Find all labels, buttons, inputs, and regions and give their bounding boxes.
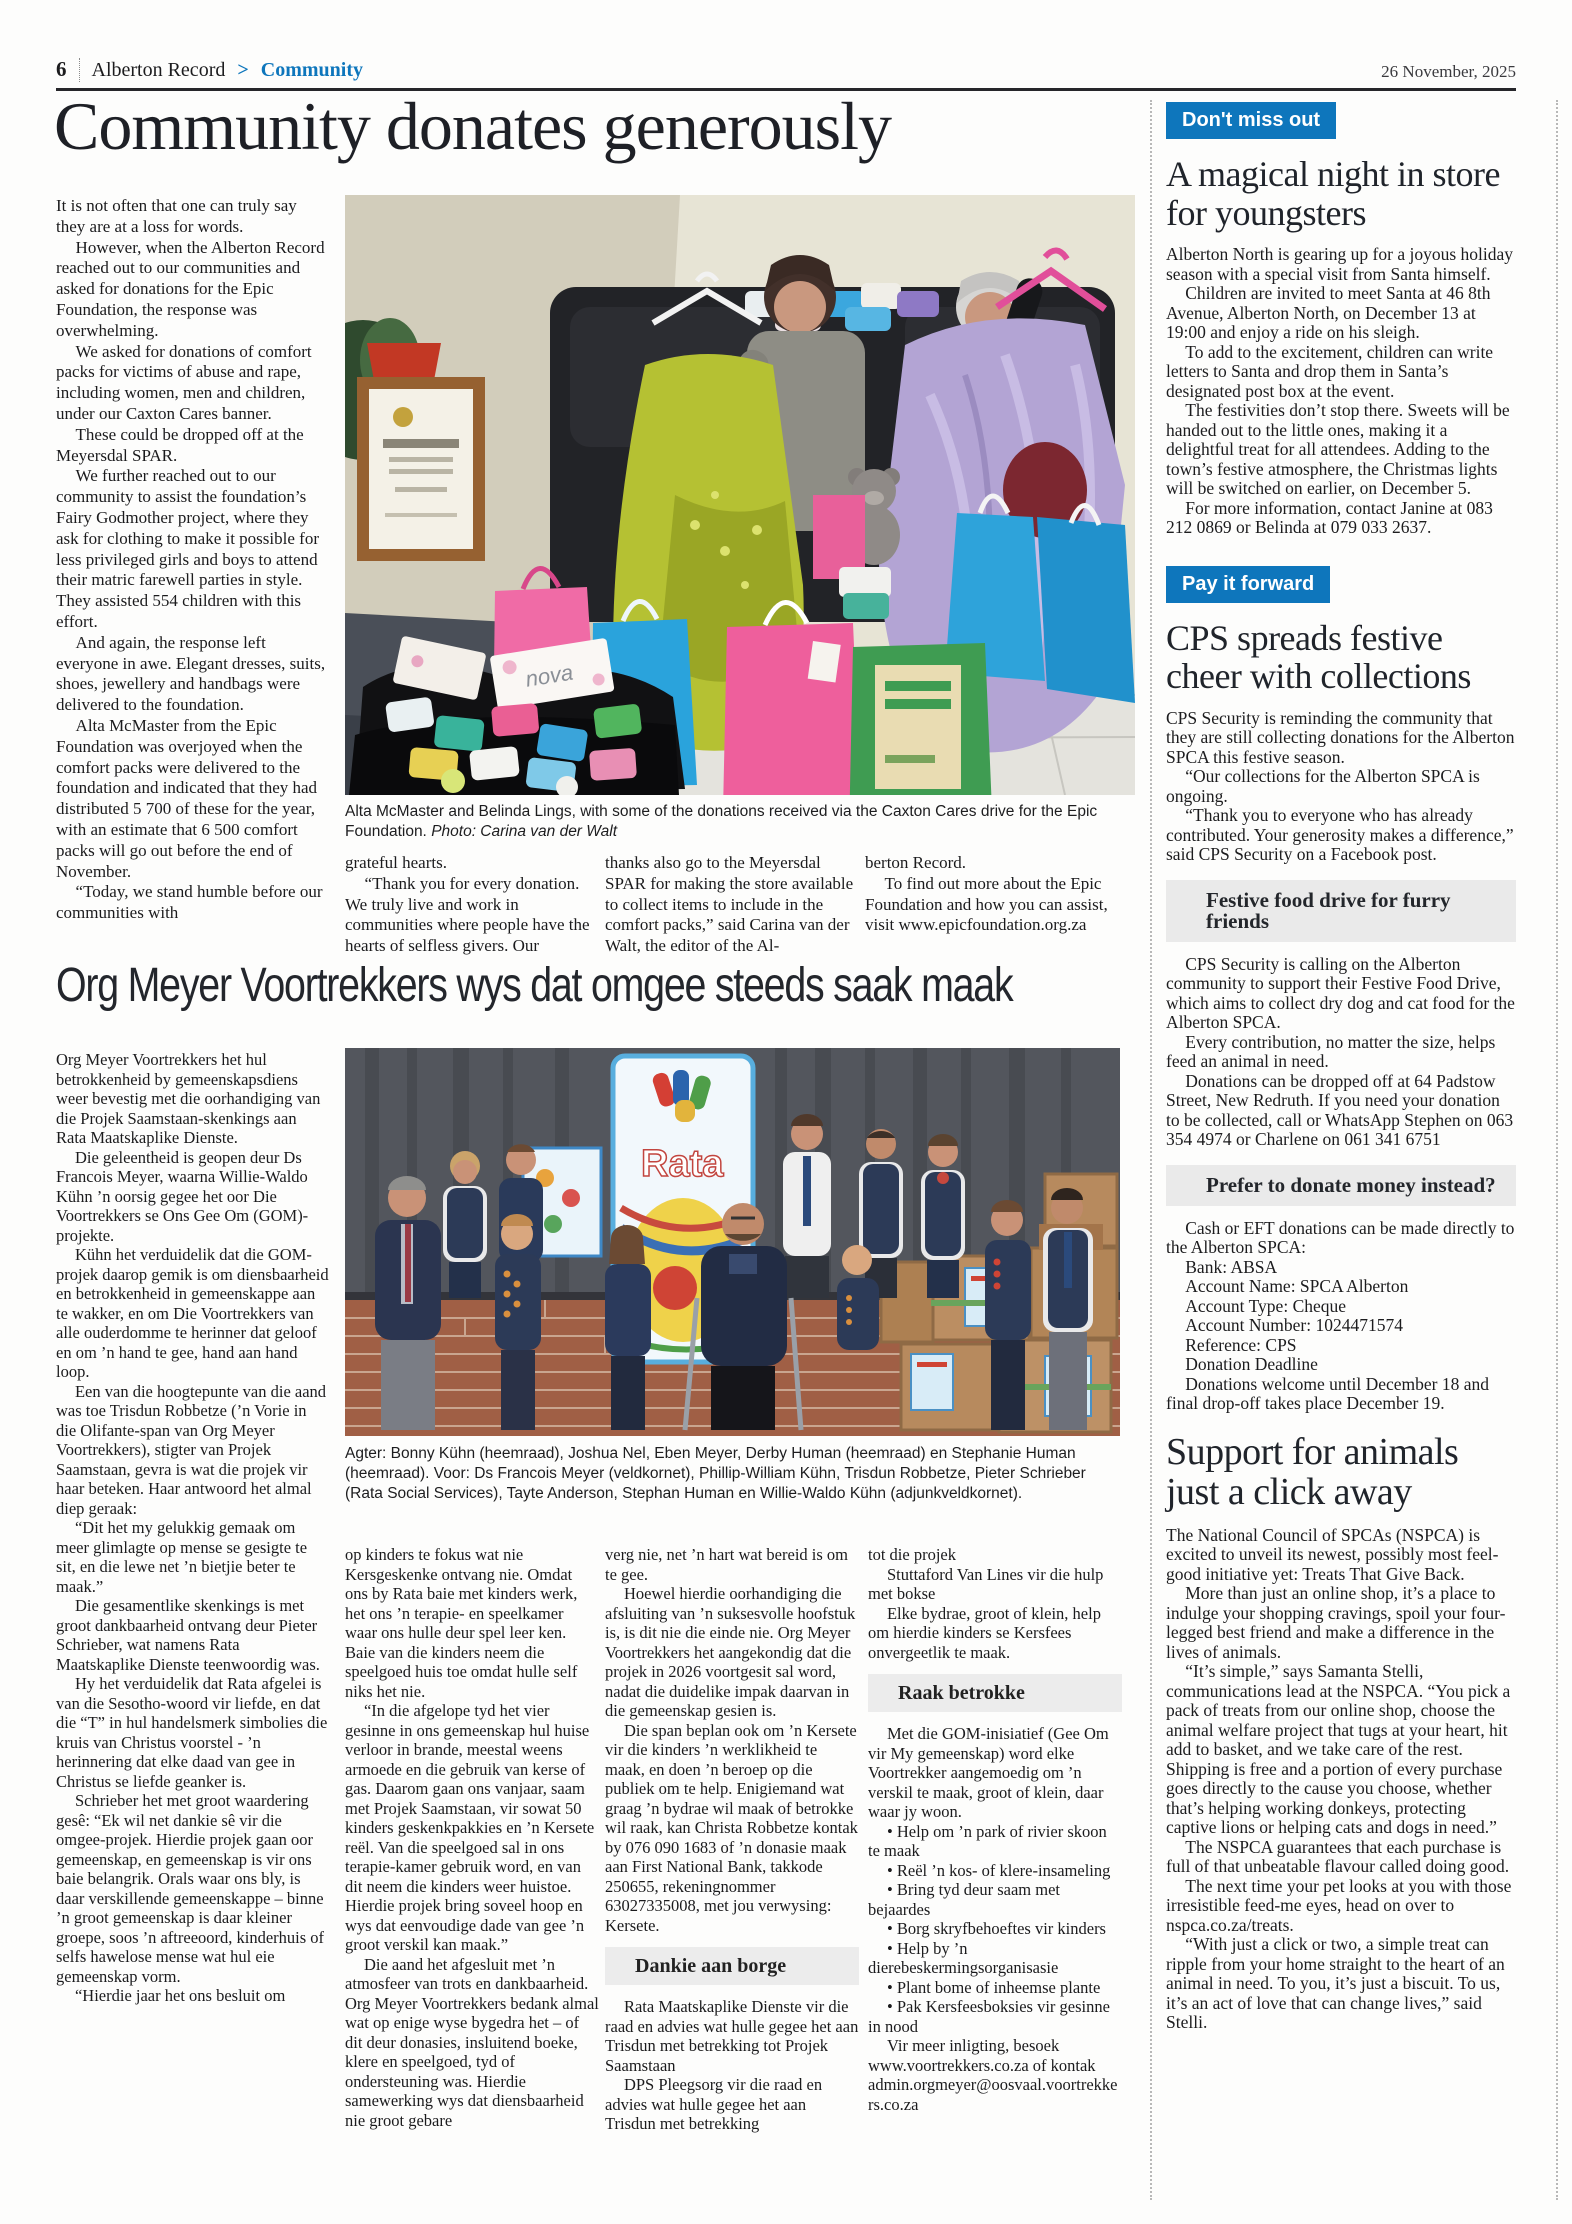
article2-column-4 bbox=[868, 1545, 1122, 2114]
paragraph: The National Council of SPCAs (NSPCA) is excited to unveil its newest, possibly most feel-good initiative yet: Treats That Give Back. bbox=[1166, 1524, 1499, 1584]
paragraph: “Thank you to everyone who has already contributed. Your generosity makes a difference,” said CPS Security on a Facebook post. bbox=[1166, 805, 1514, 865]
paragraph: Kühn het verduidelik dat die GOM-projek daarop gemik is om diensbaarheid en betrokkenheid in gemeenskappe aan te wakker, en om Die Voortrekkers van alle ouderdomme te herinner dat geloof en om ’n hand te gee, hand aan hand loop. bbox=[56, 1245, 329, 1381]
paragraph: Every contribution, no matter the size, helps feed an animal in need. bbox=[1166, 1031, 1496, 1072]
paragraph: Donations welcome until December 18 and final drop-off takes place December 19. bbox=[1166, 1373, 1489, 1414]
article2-photo-illustration bbox=[345, 1048, 1120, 1436]
paragraph: Account Name: SPCA Alberton bbox=[1185, 1276, 1409, 1297]
column-text bbox=[868, 1724, 1122, 2114]
paragraph: berton Record. bbox=[865, 853, 967, 872]
issue-date: 26 November, 2025 bbox=[1381, 62, 1516, 81]
article2-column-2 bbox=[345, 1545, 599, 2130]
paragraph: We asked for donations of comfort packs for victims of abuse and rape, including women, men and children, under our Caxton Cares banner. bbox=[56, 341, 312, 423]
paragraph: “Thank you for every donation. We truly live and work in communities where people have the hearts of selfless givers. Our bbox=[345, 873, 590, 956]
paragraph: More than just an online shop, it’s a place to indulge your shopping cravings, spoil your four-legged best friend and make a difference in the lives of animals. bbox=[1166, 1583, 1506, 1662]
paragraph: • Pak Kersfeesboksies vir gesinne in nood bbox=[868, 1997, 1110, 2036]
sidebar-story2-body3 bbox=[1166, 1219, 1516, 1414]
sidebar-story3-headline: Support for animals just a click away bbox=[1166, 1430, 1459, 1514]
paragraph: Account Number: 1024471574 bbox=[1185, 1315, 1403, 1336]
paragraph: op kinders te fokus wat nie Kersgeskenke ontvang nie. Omdat ons by Rata baie met kinders werk, het ons ’n terapie- en speelkamer waar ons hulle deur spel leer ken. Baie van die kinders neem die speelgoed huis toe omdat hulle self niks het nie. bbox=[345, 1545, 578, 1701]
paragraph: Met die GOM-inisiatief (Gee Om vir My gemeenskap) word elke Voortrekker aangemoedig om ’n verskil te maak, groot of klein, daar waar jy woon. bbox=[868, 1724, 1109, 1821]
subhead-festive-food-drive: Festive food drive for furry friends bbox=[1166, 880, 1516, 942]
article1-column-2 bbox=[345, 853, 597, 957]
paragraph: It is not often that one can truly say they are at a loss for words. bbox=[56, 196, 297, 236]
paragraph: The NSPCA guarantees that each purchase is full of that unbeatable flavour called doing good. bbox=[1166, 1836, 1510, 1877]
article1-column-3 bbox=[605, 853, 857, 957]
paragraph: Account Type: Cheque bbox=[1185, 1295, 1347, 1316]
paragraph: Bank: ABSA bbox=[1185, 1256, 1278, 1277]
article2-column-1 bbox=[56, 1050, 330, 2006]
paragraph: Reference: CPS bbox=[1185, 1334, 1297, 1355]
breadcrumb bbox=[56, 57, 363, 82]
paragraph: Alta McMaster from the Epic Foundation was overjoyed when the comfort packs were delivered to the foundation and indicated that they had distributed 5 700 of these for the year, with an estimate that 6 500 comfort packs will go out before the end of November. bbox=[56, 715, 318, 881]
badge-pay-it-forward: Pay it forward bbox=[1166, 566, 1330, 603]
paragraph: “With just a click or two, a simple treat can ripple from your home straight to the heart of an animal in need. To you, it’s just a biscuit. To us, it’s an act of love that can change lives,” said Stelli. bbox=[1166, 1934, 1505, 2033]
column-text bbox=[605, 1997, 859, 2134]
paragraph: Die aand het afgesluit met ’n atmosfeer van trots en dankbaarheid. Org Meyer Voortrekkers bedank almal wat op enige wyse bygedra het – of dit deur donasies, insluitend boeke, klere en speelgoed, tyd of ondersteuning was. Hierdie samewerking wys dat diensbaarheid nie groot gebare bbox=[345, 1954, 599, 2130]
sidebar-story3-body bbox=[1166, 1526, 1516, 2033]
paragraph: • Reël ’n kos- of klere-insameling bbox=[886, 1860, 1111, 1880]
svg-text:Rata: Rata bbox=[641, 1143, 724, 1185]
paragraph: Die geleentheid is geopen deur Ds Francois Meyer, waarna Willie-Waldo Kühn ’n oorsig gegee het oor Die Voortrekkers se Ons Gee Om (GOM)-projekte. bbox=[56, 1147, 309, 1245]
subhead-prefer-to-donate: Prefer to donate money instead? bbox=[1166, 1165, 1516, 1206]
paragraph: “Our collections for the Alberton SPCA is ongoing. bbox=[1166, 766, 1480, 806]
page-number: 6 bbox=[56, 57, 67, 81]
sidebar-story2-headline: CPS spreads festive cheer with collections bbox=[1166, 617, 1471, 697]
paragraph: Cash or EFT donations can be made directly to the Alberton SPCA: bbox=[1166, 1217, 1515, 1258]
article1-headline: Community donates generously bbox=[54, 88, 892, 164]
article1-column-4 bbox=[865, 853, 1117, 936]
paragraph: Vir meer inligting, besoek www.voortrekkers.co.za of kontak admin.orgmeyer@oosvaal.voortrekkers.co.za bbox=[868, 2036, 1118, 2114]
sidebar-divider bbox=[1150, 100, 1152, 2200]
paragraph: Schrieber het met groot waardering gesê: “Ek wil net dankie sê vir die omgee-projek. Hierdie projek gaan oor gemeenskap, en gemeenskap is vir ons baie belangrik. Orals waar ons bly, is daar verskillende gemeenskappe – binne ’n groot gemeenskap is daar kleiner groepe, soos ’n aftreeoord, kinderhuis of selfs hawelose mense wat hul eie gemeenskap vorm. bbox=[56, 1791, 325, 1986]
paragraph: • Plant bome of inheemse plante bbox=[886, 1977, 1101, 1997]
paragraph: The festivities don’t stop there. Sweets will be handed out to the little ones, making it a delightful treat for all attendees. Adding to the town’s festive atmosphere, the Christmas lights will be switched on earlier, on December 5. bbox=[1166, 400, 1510, 499]
paragraph: To add to the excitement, children can write letters to Santa and drop them in Santa’s designated post box at the event. bbox=[1166, 341, 1494, 401]
masthead bbox=[56, 55, 1516, 91]
paragraph: Hy het verduidelik dat Rata afgelei is van die Sesotho-woord vir liefde, en dat die “T” in hul handelsmerk simbolies die kruis van Christus voorstel - ’n herinnering dat elke daad van gee in Christus se liefde geanker is. bbox=[56, 1674, 328, 1791]
sidebar bbox=[1166, 102, 1516, 2039]
paragraph: CPS Security is reminding the community that they are still collecting donations for the Alberton SPCA this festive season. bbox=[1166, 707, 1515, 767]
paragraph: Elke bydrae, groot of klein, help om hierdie kinders se Kersfees onvergeetlik te maak. bbox=[868, 1603, 1101, 1662]
paragraph: The next time your pet looks at you with those irresistible feed-me eyes, head on over to nspca.co.za/treats. bbox=[1166, 1875, 1512, 1935]
paragraph: grateful hearts. bbox=[345, 853, 447, 872]
sidebar-story1-headline: A magical night in store for youngsters bbox=[1166, 154, 1500, 233]
paragraph: Die span beplan ook om ’n Kersete vir die kinders ’n werklikheid te maak, en doen ’n beroep op die publiek om te help. Enigiemand wat graag ’n bydrae wil maak of betrokke wil raak, kan Christa Robbetze kontak by 076 090 1683 of ’n donasie maak aan First National Bank, takkode 250655, rekeningnommer 63027335008, met jou verwysing: Kersete. bbox=[605, 1720, 858, 1935]
paragraph: “Today, we stand humble before our communities with bbox=[56, 882, 323, 923]
paragraph: • Borg skryfbehoeftes vir kinders bbox=[886, 1919, 1106, 1938]
article1-photo bbox=[345, 195, 1135, 795]
paragraph: • Help by ’n dierebeskermingsorganisasie bbox=[868, 1938, 1059, 1977]
paragraph: “In die afgelope tyd het vier gesinne in ons gemeenskap hul huise verloor in brande, meestal weens armoede en die gebruik van kerse of gas. Daarom gaan ons vanjaar, saam met Projek Saamstaan, vir sowat 50 kinders geskenkpakkies en ’n Kersete reël. Van die speelgoed sal in ons terapie-kamer gebruik word, en van dit neem die kinders weer huistoe. Hierdie projek bring soveel hoop en wys dat eenvoudige dade van gee ’n groot verskil kan maak.” bbox=[345, 1701, 595, 1954]
section-name: Community bbox=[260, 59, 363, 81]
page-edge-divider bbox=[1556, 100, 1558, 2200]
paragraph: Rata Maatskaplike Dienste vir die raad en advies wat hulle gegee het aan Trisdun met betrekking tot Projek Saamstaan bbox=[605, 1997, 859, 2075]
paragraph: “Hierdie jaar het ons besluit om bbox=[74, 1986, 286, 2005]
paragraph: DPS Pleegsorg vir die raad en advies wat hulle gegee het aan Trisdun met betrekking bbox=[605, 2075, 823, 2133]
paragraph: CPS Security is calling on the Alberton community to support their Festive Food Drive, which aims to collect dry dog and cat food for the Alberton SPCA. bbox=[1166, 953, 1515, 1033]
paragraph: Stuttaford Van Lines vir die hulp met bokse bbox=[868, 1564, 1104, 1603]
article1-photo-caption bbox=[345, 802, 1135, 842]
article1-photo-illustration bbox=[345, 195, 1135, 795]
paragraph: For more information, contact Janine at 083 212 0869 or Belinda at 079 033 2637. bbox=[1166, 497, 1493, 538]
article2-photo bbox=[345, 1048, 1120, 1436]
svg-text:nova: nova bbox=[523, 659, 575, 692]
paragraph: And again, the response left everyone in awe. Elegant dresses, suits, shoes, jewellery and handbags were delivered to the foundation. bbox=[56, 632, 326, 715]
paragraph: Hoewel hierdie oorhandiging die afsluiting van ’n suksesvolle hoofstuk is, is dit nie die einde nie. Org Meyer Voortrekkers het aangekondig dat die projek in 2026 voortgesit sal word, nadat die duidelike impak daarvan in die gemeenskap gesien is. bbox=[605, 1584, 856, 1720]
subhead-dankie-aan-borge: Dankie aan borge bbox=[605, 1947, 859, 1985]
caption-text: Alta McMaster and Belinda Lings, with some of the donations received via the Caxton Cares drive for the Epic Foundation. bbox=[345, 803, 1098, 841]
paragraph: Donation Deadline bbox=[1185, 1354, 1318, 1375]
sidebar-story2-body2 bbox=[1166, 955, 1516, 1150]
publication-name: Alberton Record bbox=[91, 59, 226, 81]
article2-headline: Org Meyer Voortrekkers wys dat omgee steeds saak maak bbox=[56, 959, 1013, 1012]
photo-credit: Photo: Carina van der Walt bbox=[431, 823, 617, 841]
paragraph: thanks also go to the Meyersdal SPAR for making the store available to collect items to include in the comfort packs,” said Carina van der Walt, the editor of the Al- bbox=[605, 853, 854, 956]
paragraph: We further reached out to our community to assist the foundation’s Fairy Godmother project, where they ask for clothing to make it possible for less privileged girls and boys to attend their matric farewell parties in style. They assisted 554 children with this effort. bbox=[56, 466, 319, 631]
column-text bbox=[868, 1545, 1122, 1662]
paragraph: Donations can be dropped off at 64 Padstow Street, New Redruth. If you need your donation to be collected, call or WhatsApp Stephen on 063 354 4974 or Charlene on 061 341 6751 bbox=[1166, 1070, 1514, 1150]
paragraph: tot die projek bbox=[868, 1545, 956, 1564]
article1-column-1 bbox=[56, 196, 330, 924]
paragraph: Een van die hoogtepunte van die aand was toe Trisdun Robbetze (’n Vorie in die Olifante-span van Org Meyer Voortrekkers), stigter van Projek Saamstaan, gevra is wat die projek vir haar beteken. Haar antwoord het almal diep geraak: bbox=[56, 1381, 327, 1518]
paragraph: To find out more about the Epic Foundation and how you can assist, visit www.epicfoundation.org.za bbox=[865, 873, 1108, 935]
paragraph: “It’s simple,” says Samanta Stelli, communications lead at the NSPCA. “You pick a pack of treats from our online shop, choose the animal welfare project that tugs at your heart, hit add to basket, and we take care of the rest. Shipping is free and a portion of every purchase goes directly to the cause you choose, whether that’s helping working donkeys, protecting captive lions or helping cats and dogs in need.” bbox=[1166, 1661, 1511, 1838]
paragraph: • Help om ’n park of rivier skoon te maak bbox=[868, 1821, 1107, 1860]
paragraph: verg nie, net ’n hart wat bereid is om te gee. bbox=[605, 1545, 848, 1584]
paragraph: These could be dropped off at the Meyersdal SPAR. bbox=[56, 424, 304, 465]
paragraph: “Dit het my gelukkig gemaak om meer glimlagte op mense se gesigte te sit, en die lewe net ’n bietjie beter te maak.” bbox=[56, 1518, 308, 1596]
paragraph: However, when the Alberton Record reached out to our communities and asked for donations for the Epic Foundation, the response was overwhelming. bbox=[56, 237, 325, 340]
divider bbox=[79, 58, 80, 82]
sidebar-story2-body bbox=[1166, 709, 1516, 865]
column-text bbox=[605, 1545, 859, 1935]
breadcrumb-separator: > bbox=[237, 59, 249, 81]
subhead-raak-betrokke: Raak betrokke bbox=[868, 1674, 1122, 1712]
paragraph: Die gesamentlike skenkings is met groot dankbaarheid ontvang deur Pieter Schrieber, wat namens Rata Maatskaplike Dienste teenwoordig was. bbox=[56, 1596, 320, 1674]
paragraph: Alberton North is gearing up for a joyous holiday season with a special visit from Santa himself. bbox=[1166, 244, 1514, 284]
paragraph: Org Meyer Voortrekkers het hul betrokkenheid by gemeenskapsdiens weer bevestig met die oorhandiging van die Projek Saamstaan-skenkings aan Rata Maatskaplike Dienste. bbox=[56, 1050, 321, 1147]
badge-dont-miss-out: Don't miss out bbox=[1166, 102, 1336, 139]
article2-photo-caption: Agter: Bonny Kühn (heemraad), Joshua Nel, Eben Meyer, Derby Human (heemraad) en Stephanie Human (heemraad). Voor: Ds Francois Meyer (veldkornet), Phillip-William Kühn, Trisdun Robbetze, Pieter Schrieber (Rata Social Services), Tayte Anderson, Stephan Human en Willie-Waldo Kühn (adjunkveldkornet). bbox=[345, 1445, 1086, 1503]
sidebar-story1-body bbox=[1166, 245, 1516, 538]
paragraph: • Bring tyd deur saam met bejaardes bbox=[868, 1880, 1061, 1919]
paragraph: Children are invited to meet Santa at 46 8th Avenue, Alberton North, on December 13 at 19:00 and enjoy a ride on his sleigh. bbox=[1166, 283, 1491, 343]
article2-column-3 bbox=[605, 1545, 859, 2134]
